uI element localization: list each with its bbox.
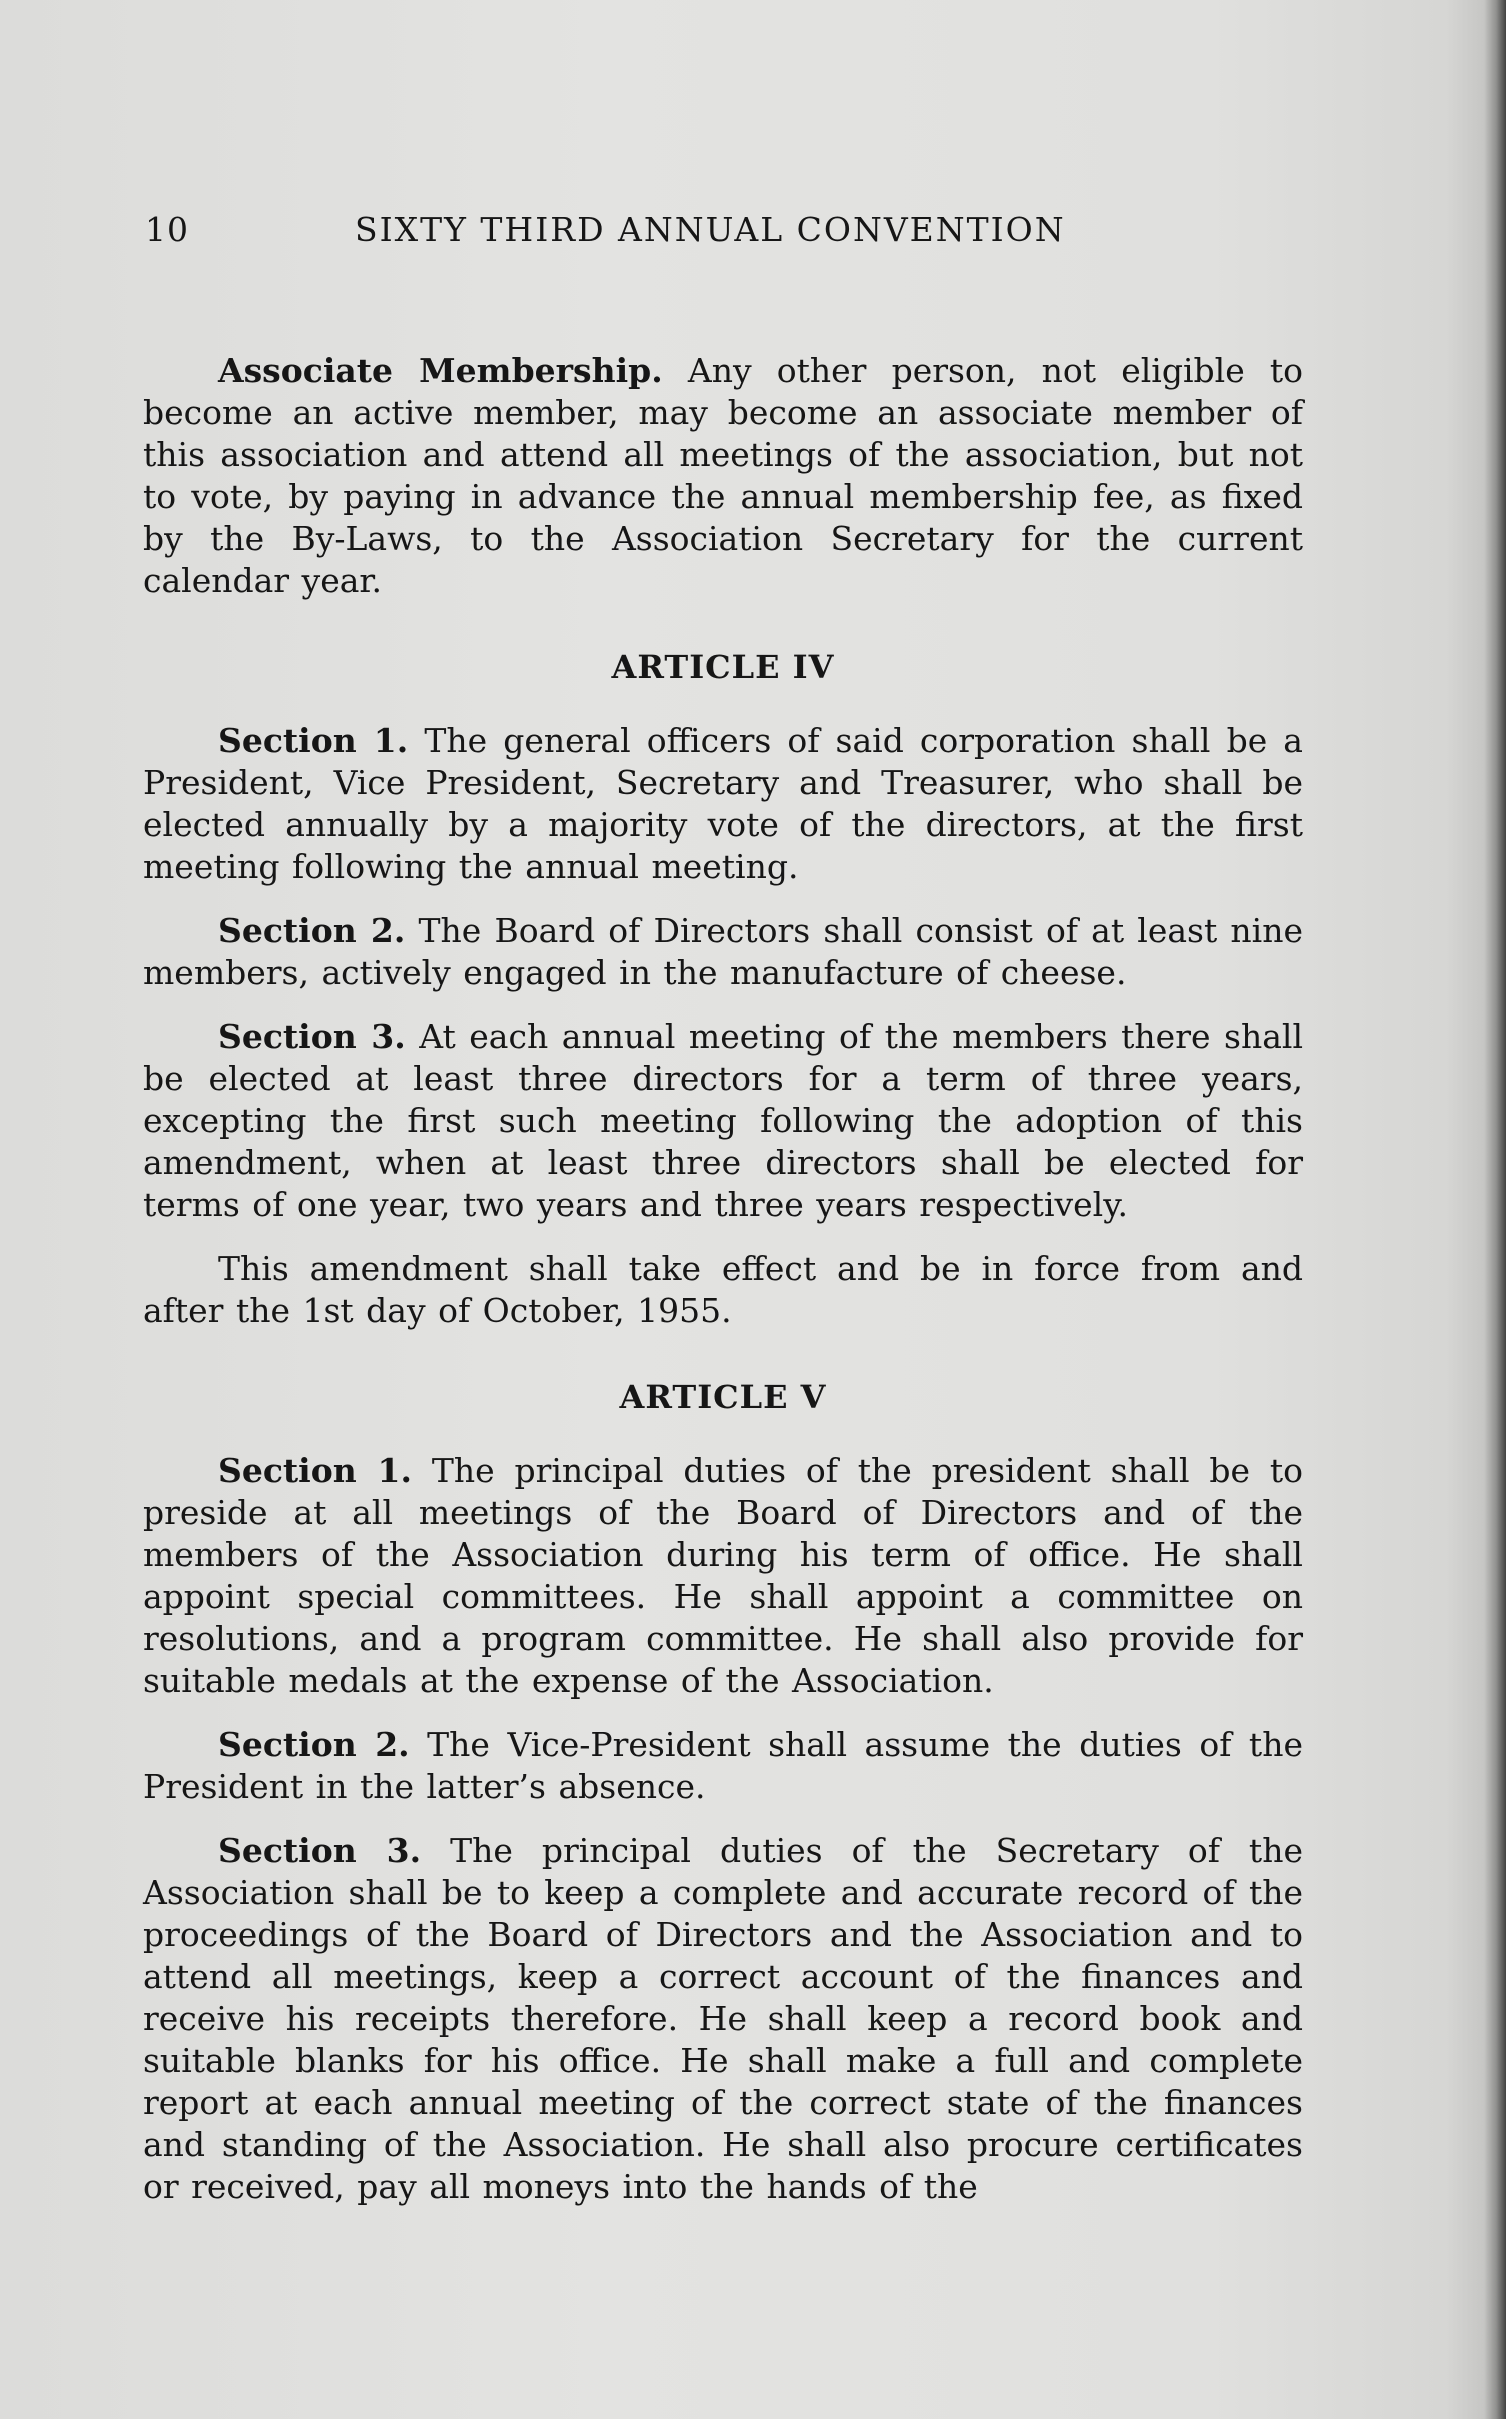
associate-membership-lead: Associate Membership. — [218, 351, 663, 390]
article-iv-heading: ARTICLE IV — [611, 648, 835, 686]
running-head-title: SIXTY THIRD ANNUAL CONVENTION — [355, 210, 1066, 249]
section-text: The principal duties of the president shall be to preside at all meetings of the Board of Directors and of the members of the Association during his term of office. He shall appoint special committees. He shall appoint a committee on resolutions, and a program committee. He shall also provide for suitable medals at the expense of the Association. — [143, 1451, 1303, 1700]
article-iv-section-2 — [143, 910, 1303, 994]
article-v-section-1 — [143, 1450, 1303, 1702]
page-number: 10 — [145, 210, 189, 249]
article-iv-section-1 — [143, 720, 1303, 888]
section-lead: Section 1. — [218, 721, 409, 760]
section-lead: Section 3. — [218, 1017, 406, 1056]
section-lead: Section 2. — [218, 911, 406, 950]
article-v-section-3 — [143, 1830, 1303, 2208]
article-v-heading: ARTICLE V — [619, 1378, 827, 1416]
section-text: The general officers of said corporation shall be a President, Vice President, Secretary and Treasurer, who shall be elected annually by a majority vote of the directors, at the first meeting following the annual meeting. — [143, 721, 1303, 886]
section-text: The Vice-President shall assume the duties of the President in the latter’s absence. — [143, 1725, 1303, 1806]
section-text: The principal duties of the Secretary of the Association shall be to keep a complete and accurate record of the proceedings of the Board of Directors and the Association and to attend all meetings, keep a correct account of the finances and receive his receipts therefore. He shall keep a record book and suitable blanks for his office. He shall make a full and complete report at each annual meeting of the correct state of the finances and standing of the Association. He shall also procure certificates or received, pay all moneys into the hands of the — [143, 1831, 1303, 2206]
article-iv-closing-paragraph: This amendment shall take effect and be in force from and after the 1st day of October, 1955. — [143, 1249, 1303, 1330]
associate-membership-paragraph — [143, 350, 1303, 602]
associate-membership-text: Any other person, not eligible to become an active member, may become an associate member of this association and attend all meetings of the association, but not to vote, by paying in advance the annual membership fee, as fixed by the By-Laws, to the Association Secretary for the current calendar year. — [143, 351, 1303, 600]
section-text: The Board of Directors shall consist of at least nine members, actively engaged in the manufacture of cheese. — [143, 911, 1303, 992]
body-text — [143, 350, 1303, 2230]
section-lead: Section 1. — [218, 1451, 412, 1490]
page-edge-shadow — [1484, 0, 1506, 2419]
section-lead: Section 2. — [218, 1725, 410, 1764]
article-v-section-2 — [143, 1724, 1303, 1808]
section-text: At each annual meeting of the members there shall be elected at least three directors for a term of three years, excepting the first such meeting following the adoption of this amendment, when at least three directors shall be elected for terms of one year, two years and three years respectively. — [143, 1017, 1303, 1224]
running-head — [145, 210, 1305, 254]
section-lead: Section 3. — [218, 1831, 422, 1870]
article-iv-section-3 — [143, 1016, 1303, 1226]
